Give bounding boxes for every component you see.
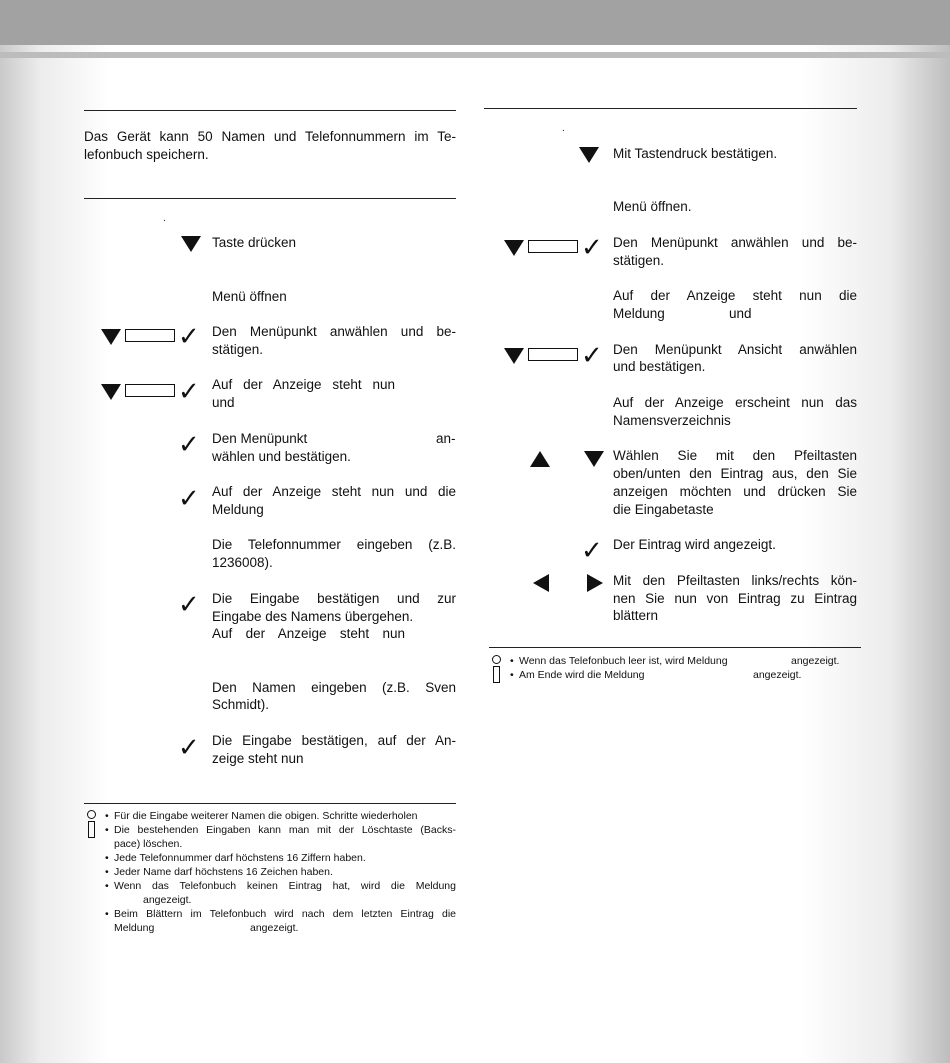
step-text: Auf der Anzeige steht nun die <box>613 288 857 303</box>
step-text: an- <box>436 431 456 446</box>
step-text: Der Eintrag wird angezeigt. <box>613 537 776 552</box>
step-text: Auf der Anzeige erscheint nun das <box>613 395 857 410</box>
step-text: Namensverzeichnis <box>613 413 731 428</box>
step-text: Schmidt). <box>212 697 270 712</box>
step-text: Den Menüpunkt anwählen und be- <box>212 324 456 339</box>
right-small-mark: . <box>562 123 565 134</box>
display-box <box>528 240 578 253</box>
checkmark-icon: ✓ <box>581 233 603 263</box>
note-item <box>510 654 860 668</box>
checkmark-icon: ✓ <box>178 377 200 407</box>
step-text: Den Menüpunkt <box>212 431 308 446</box>
note-text: angezeigt. <box>250 922 299 934</box>
note-item-cont <box>105 921 456 935</box>
info-icon <box>491 655 503 683</box>
step-text: stätigen. <box>613 253 665 268</box>
left-small-mark: . <box>163 213 166 224</box>
note-text: Wenn das Telefonbuch leer ist, wird Meldung <box>519 655 728 667</box>
right-rule-top <box>484 108 857 109</box>
note-item: • Jede Telefonnummer darf höchstens 16 Ziffern haben. <box>105 851 456 865</box>
step-text: anzeigen möchten und drücken Sie <box>613 484 857 499</box>
note-item-cont: pace) löschen. <box>114 838 183 850</box>
checkmark-icon: ✓ <box>178 590 200 620</box>
step-text: Den Namen eingeben (z.B. Sven <box>212 680 456 695</box>
right-rule-notes <box>489 647 861 648</box>
step-text: wählen und bestätigen. <box>212 449 351 464</box>
triangle-up-icon <box>530 451 550 467</box>
note-text: Am Ende wird die Meldung <box>519 669 645 681</box>
note-text: Meldung <box>114 922 155 934</box>
step-text: zeige steht nun <box>212 751 304 766</box>
step-text: Auf der Anzeige steht nun und die <box>212 484 456 499</box>
display-box <box>125 384 175 397</box>
checkmark-icon: ✓ <box>178 322 200 352</box>
note-text: angezeigt. <box>753 669 802 681</box>
note-item: • Für die Eingabe weiterer Namen die obigen. Schritte wiederholen <box>105 809 456 823</box>
step-text: Meldung <box>212 502 264 517</box>
note-item: • Beim Blättern im Telefonbuch wird nach dem letzten Eintrag die <box>105 907 456 921</box>
left-rule-top <box>84 110 456 111</box>
triangle-down-icon <box>579 147 599 163</box>
step-text: oben/unten den Eintrag aus, den Sie <box>613 466 857 481</box>
note-item: • Wenn das Telefonbuch keinen Eintrag hat, wird die Meldung <box>105 879 456 893</box>
step-text: stätigen. <box>212 342 264 357</box>
step-text: Meldung <box>613 306 665 321</box>
triangle-left-icon <box>533 574 549 592</box>
step-text: Mit Tastendruck bestätigen. <box>613 146 778 161</box>
note-item: • Jeder Name darf höchstens 16 Zeichen haben. <box>105 865 456 879</box>
checkmark-icon: ✓ <box>581 341 603 371</box>
step-text: Auf der Anzeige steht nun <box>212 626 405 641</box>
header-stripe <box>0 52 950 58</box>
note-item <box>510 668 860 682</box>
note-text: angezeigt. <box>791 655 840 667</box>
left-rule-2 <box>84 198 456 199</box>
intro-line-1: Das Gerät kann 50 Namen und Telefonnummern im Te- <box>84 129 456 144</box>
step-text: Die Telefonnummer eingeben (z.B. <box>212 537 456 552</box>
step-text: nen Sie nun von Eintrag zu Eintrag <box>613 591 857 606</box>
display-box <box>125 329 175 342</box>
step-text: und <box>729 306 752 321</box>
step-text: Mit den Pfeiltasten links/rechts kön- <box>613 573 857 588</box>
triangle-right-icon <box>587 574 603 592</box>
step-text: Den Menüpunkt anwählen und be- <box>613 235 857 250</box>
note-item: • Die bestehenden Eingaben kann man mit der Löschtaste (Backs- <box>105 823 456 837</box>
step-text: und bestätigen. <box>613 359 706 374</box>
step-text: Menü öffnen. <box>613 199 692 214</box>
checkmark-icon: ✓ <box>581 536 603 566</box>
step-text: die Eingabetaste <box>613 502 714 517</box>
notes-list <box>105 809 456 935</box>
step-text: Taste drücken <box>212 235 297 250</box>
triangle-down-icon <box>504 348 524 364</box>
step-text: Die Eingabe bestätigen und zur <box>212 591 456 606</box>
triangle-down-icon <box>181 236 201 252</box>
step-text: Auf der Anzeige steht nun <box>212 377 395 392</box>
triangle-down-icon <box>101 384 121 400</box>
notes-list <box>510 654 860 682</box>
step-text: Die Eingabe bestätigen, auf der An- <box>212 733 456 748</box>
step-text: und <box>212 395 235 410</box>
step-text: Den Menüpunkt Ansicht anwählen <box>613 342 857 357</box>
info-icon <box>86 810 98 838</box>
step-text: blättern <box>613 608 659 623</box>
checkmark-icon: ✓ <box>178 430 200 460</box>
step-text: 1236008). <box>212 555 273 570</box>
display-box <box>528 348 578 361</box>
header-bar <box>0 0 950 45</box>
note-item-cont: angezeigt. <box>143 894 192 906</box>
triangle-down-icon <box>101 329 121 345</box>
step-text: Eingabe des Namens übergehen. <box>212 609 414 624</box>
triangle-down-icon <box>504 240 524 256</box>
checkmark-icon: ✓ <box>178 484 200 514</box>
left-rule-notes <box>84 803 456 804</box>
step-text: Wählen Sie mit den Pfeiltasten <box>613 448 857 463</box>
triangle-down-icon <box>584 451 604 467</box>
intro-line-2: lefonbuch speichern. <box>84 147 209 162</box>
checkmark-icon: ✓ <box>178 733 200 763</box>
step-text: Menü öffnen <box>212 289 287 304</box>
